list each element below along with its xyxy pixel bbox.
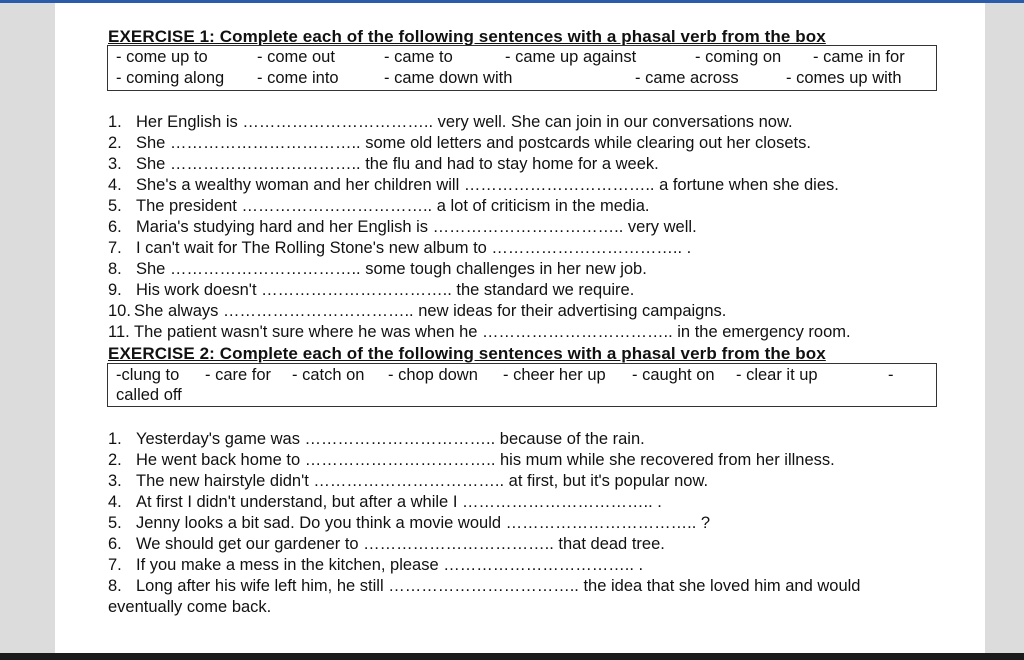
exercise2-sentence: 1. Yesterday's game was …………………………….. because of the rain. <box>108 430 645 448</box>
word-box-item: - clear it up <box>736 366 818 384</box>
exercise2-sentence-continuation: eventually come back. <box>108 598 272 616</box>
exercise2-sentence: 8. Long after his wife left him, he still …………………………….. the idea that she loved him and would <box>108 577 861 595</box>
word-box-item: - <box>888 366 894 384</box>
exercise1-sentence: 2. She …………………………….. some old letters and postcards while clearing out her closets. <box>108 134 811 152</box>
exercise2-sentence: 4. At first I didn't understand, but after a while I …………………………….. . <box>108 493 662 511</box>
word-box-item: called off <box>116 386 182 404</box>
exercise2-word-box <box>107 363 937 407</box>
word-box-item: - coming on <box>695 48 782 66</box>
exercise1-sentence: 7. I can't wait for The Rolling Stone's new album to …………………………….. . <box>108 239 692 257</box>
exercise2-sentence: 5. Jenny looks a bit sad. Do you think a movie would …………………………….. ? <box>108 514 711 532</box>
word-box-item: -clung to <box>116 366 180 384</box>
word-box-item: - chop down <box>388 366 478 384</box>
word-box-item: - comes up with <box>786 69 902 87</box>
exercise1-title: EXERCISE 1: Complete each of the following sentences with a phasal verb from the box <box>108 27 826 46</box>
exercise1-sentence: 11. The patient wasn't sure where he was when he …………………………….. in the emergency room. <box>108 323 851 341</box>
exercise2-sentence: 2. He went back home to …………………………….. his mum while she recovered from her illness. <box>108 451 835 469</box>
word-box-item: - come into <box>257 69 339 87</box>
exercise1-word-box <box>107 45 937 91</box>
word-box-item: - care for <box>205 366 272 384</box>
word-box-item: - caught on <box>632 366 715 384</box>
worksheet-page <box>55 3 985 653</box>
exercise1-sentence: 5. The president …………………………….. a lot of criticism in the media. <box>108 197 650 215</box>
exercise2-sentence: 7. If you make a mess in the kitchen, please …………………………….. . <box>108 556 644 574</box>
word-box-item: - coming along <box>116 69 225 87</box>
exercise1-sentence: 1. Her English is …………………………….. very well. She can join in our conversations now. <box>108 113 793 131</box>
word-box-item: - came down with <box>384 69 513 87</box>
word-box-item: - catch on <box>292 366 365 384</box>
exercise2-title: EXERCISE 2: Complete each of the following sentences with a phasal verb from the box <box>108 344 826 363</box>
exercise1-sentence: 6. Maria's studying hard and her English is …………………………….. very well. <box>108 218 697 236</box>
word-box-item: - come out <box>257 48 335 66</box>
exercise2-sentence: 6. We should get our gardener to …………………………….. that dead tree. <box>108 535 665 553</box>
exercise1-sentence: 10. She always …………………………….. new ideas for their advertising campaigns. <box>108 302 727 320</box>
exercise2-sentence: 3. The new hairstyle didn't …………………………….. at first, but it's popular now. <box>108 472 709 490</box>
word-box-item: - came across <box>635 69 739 87</box>
exercise1-sentence: 9. His work doesn't …………………………….. the standard we require. <box>108 281 635 299</box>
word-box-item: - came up against <box>505 48 637 66</box>
exercise1-sentence: 3. She …………………………….. the flu and had to stay home for a week. <box>108 155 659 173</box>
exercise1-sentence: 4. She's a wealthy woman and her children will …………………………….. a fortune when she dies. <box>108 176 839 194</box>
word-box-item: - cheer her up <box>503 366 606 384</box>
word-box-item: - came in for <box>813 48 905 66</box>
word-box-item: - come up to <box>116 48 208 66</box>
exercise1-sentence: 8. She …………………………….. some tough challenges in her new job. <box>108 260 647 278</box>
bottom-bar <box>0 653 1024 660</box>
word-box-item: - came to <box>384 48 453 66</box>
